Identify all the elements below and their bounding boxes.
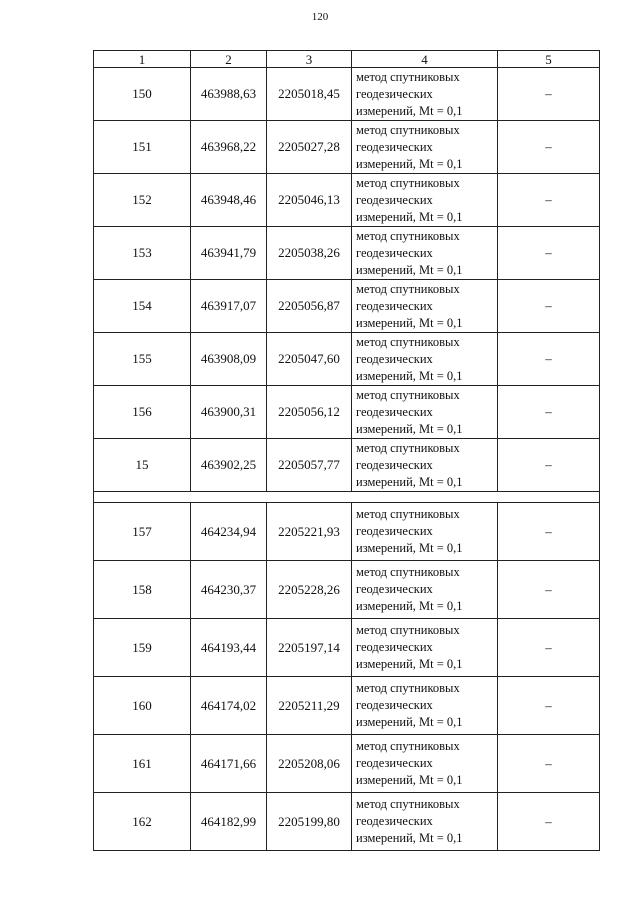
coordinate-y: 2205211,29: [267, 677, 352, 735]
page-number: 120: [311, 11, 329, 23]
coordinate-y: 2205038,26: [267, 227, 352, 280]
method-line-1: метод спутниковых: [356, 739, 460, 753]
note-cell: –: [498, 677, 600, 735]
method-cell: [352, 503, 498, 561]
note-cell: –: [498, 503, 600, 561]
method-line-1: метод спутниковых: [356, 69, 460, 84]
method-line-1: метод спутниковых: [356, 623, 460, 637]
header-col-3: 3: [267, 51, 352, 68]
method-line-2: геодезических: [356, 756, 433, 770]
table-row: [94, 561, 600, 619]
method-line-3: измерений, Mt = 0,1: [356, 368, 463, 383]
method-line-2: геодезических: [356, 524, 433, 538]
method-line-3: измерений, Mt = 0,1: [356, 541, 463, 555]
coordinate-y: 2205047,60: [267, 333, 352, 386]
method-cell: [352, 793, 498, 851]
coordinate-x: 463988,63: [191, 68, 267, 121]
method-line-2: геодезических: [356, 86, 433, 101]
point-number: 157: [94, 503, 191, 561]
point-number: 150: [94, 68, 191, 121]
method-line-1: метод спутниковых: [356, 175, 460, 190]
method-line-2: геодезических: [356, 640, 433, 654]
method-line-3: измерений, Mt = 0,1: [356, 715, 463, 729]
coordinate-x: 463900,31: [191, 386, 267, 439]
coordinate-y: 2205046,13: [267, 174, 352, 227]
coordinate-x: 463902,25: [191, 439, 267, 492]
method-line-3: измерений, Mt = 0,1: [356, 421, 463, 436]
point-number: 155: [94, 333, 191, 386]
method-line-2: геодезических: [356, 457, 433, 472]
coordinate-x: 464230,37: [191, 561, 267, 619]
table-row: [94, 619, 600, 677]
method-line-3: измерений, Mt = 0,1: [356, 156, 463, 171]
point-number: 160: [94, 677, 191, 735]
note-cell: –: [498, 619, 600, 677]
coordinate-y: 2205018,45: [267, 68, 352, 121]
separator-row: [94, 492, 600, 503]
method-line-2: геодезических: [356, 298, 433, 313]
point-number: 154: [94, 280, 191, 333]
coordinate-y: 2205208,06: [267, 735, 352, 793]
table-row: [94, 68, 600, 121]
table-row: [94, 280, 600, 333]
method-line-1: метод спутниковых: [356, 440, 460, 455]
method-line-1: метод спутниковых: [356, 797, 460, 811]
coordinate-y: 2205197,14: [267, 619, 352, 677]
method-line-1: метод спутниковых: [356, 565, 460, 579]
method-line-2: геодезических: [356, 814, 433, 828]
table-row: [94, 227, 600, 280]
point-number: 153: [94, 227, 191, 280]
method-line-2: геодезических: [356, 698, 433, 712]
method-cell: [352, 386, 498, 439]
method-line-3: измерений, Mt = 0,1: [356, 262, 463, 277]
point-number: 151: [94, 121, 191, 174]
table-header: [94, 51, 600, 68]
coordinate-y: 2205221,93: [267, 503, 352, 561]
coordinate-y: 2205057,77: [267, 439, 352, 492]
header-col-4: 4: [352, 51, 498, 68]
coordinate-x: 464234,94: [191, 503, 267, 561]
coordinate-y: 2205056,87: [267, 280, 352, 333]
note-cell: –: [498, 386, 600, 439]
note-cell: –: [498, 280, 600, 333]
coordinates-table: [93, 50, 600, 851]
method-line-2: геодезических: [356, 192, 433, 207]
method-cell: [352, 439, 498, 492]
method-line-1: метод спутниковых: [356, 681, 460, 695]
coordinate-x: 463968,22: [191, 121, 267, 174]
note-cell: –: [498, 174, 600, 227]
method-line-1: метод спутниковых: [356, 334, 460, 349]
table-row: [94, 793, 600, 851]
table-row: [94, 439, 600, 492]
note-cell: –: [498, 735, 600, 793]
note-cell: –: [498, 333, 600, 386]
point-number: 159: [94, 619, 191, 677]
header-col-2: 2: [191, 51, 267, 68]
table-row: [94, 174, 600, 227]
method-line-2: геодезических: [356, 139, 433, 154]
method-cell: [352, 68, 498, 121]
method-cell: [352, 619, 498, 677]
method-line-1: метод спутниковых: [356, 507, 460, 521]
note-cell: –: [498, 793, 600, 851]
table-row: [94, 677, 600, 735]
method-line-3: измерений, Mt = 0,1: [356, 599, 463, 613]
coordinate-x: 463908,09: [191, 333, 267, 386]
point-number: 152: [94, 174, 191, 227]
method-line-3: измерений, Mt = 0,1: [356, 657, 463, 671]
coordinate-x: 464174,02: [191, 677, 267, 735]
method-line-3: измерений, Mt = 0,1: [356, 315, 463, 330]
method-line-3: измерений, Mt = 0,1: [356, 831, 463, 845]
method-line-3: измерений, Mt = 0,1: [356, 773, 463, 787]
point-number: 162: [94, 793, 191, 851]
table-row: [94, 386, 600, 439]
method-cell: [352, 561, 498, 619]
coordinate-x: 463948,46: [191, 174, 267, 227]
note-cell: –: [498, 227, 600, 280]
point-number: 161: [94, 735, 191, 793]
method-cell: [352, 227, 498, 280]
method-line-2: геодезических: [356, 404, 433, 419]
table-row: [94, 333, 600, 386]
method-line-2: геодезических: [356, 582, 433, 596]
method-line-3: измерений, Mt = 0,1: [356, 474, 463, 489]
method-cell: [352, 333, 498, 386]
note-cell: –: [498, 121, 600, 174]
coordinate-x: 464171,66: [191, 735, 267, 793]
note-cell: –: [498, 561, 600, 619]
method-line-1: метод спутниковых: [356, 281, 460, 296]
table-row: [94, 503, 600, 561]
coordinate-x: 463917,07: [191, 280, 267, 333]
method-cell: [352, 735, 498, 793]
table-row: [94, 735, 600, 793]
point-number: 156: [94, 386, 191, 439]
coordinate-y: 2205228,26: [267, 561, 352, 619]
point-number: 15: [94, 439, 191, 492]
coordinate-y: 2205056,12: [267, 386, 352, 439]
note-cell: –: [498, 68, 600, 121]
method-line-1: метод спутниковых: [356, 228, 460, 243]
table-body: [94, 68, 600, 851]
method-line-3: измерений, Mt = 0,1: [356, 209, 463, 224]
method-cell: [352, 280, 498, 333]
point-number: 158: [94, 561, 191, 619]
coordinate-x: 463941,79: [191, 227, 267, 280]
method-cell: [352, 174, 498, 227]
method-line-1: метод спутниковых: [356, 122, 460, 137]
method-line-2: геодезических: [356, 351, 433, 366]
header-col-5: 5: [498, 51, 600, 68]
method-line-2: геодезических: [356, 245, 433, 260]
coordinate-x: 464182,99: [191, 793, 267, 851]
coordinate-y: 2205027,28: [267, 121, 352, 174]
header-col-1: 1: [94, 51, 191, 68]
method-cell: [352, 677, 498, 735]
note-cell: –: [498, 439, 600, 492]
coordinate-x: 464193,44: [191, 619, 267, 677]
table-row: [94, 121, 600, 174]
method-line-3: измерений, Mt = 0,1: [356, 103, 463, 118]
separator-cell: [94, 492, 600, 503]
method-cell: [352, 121, 498, 174]
method-line-1: метод спутниковых: [356, 387, 460, 402]
coordinate-y: 2205199,80: [267, 793, 352, 851]
